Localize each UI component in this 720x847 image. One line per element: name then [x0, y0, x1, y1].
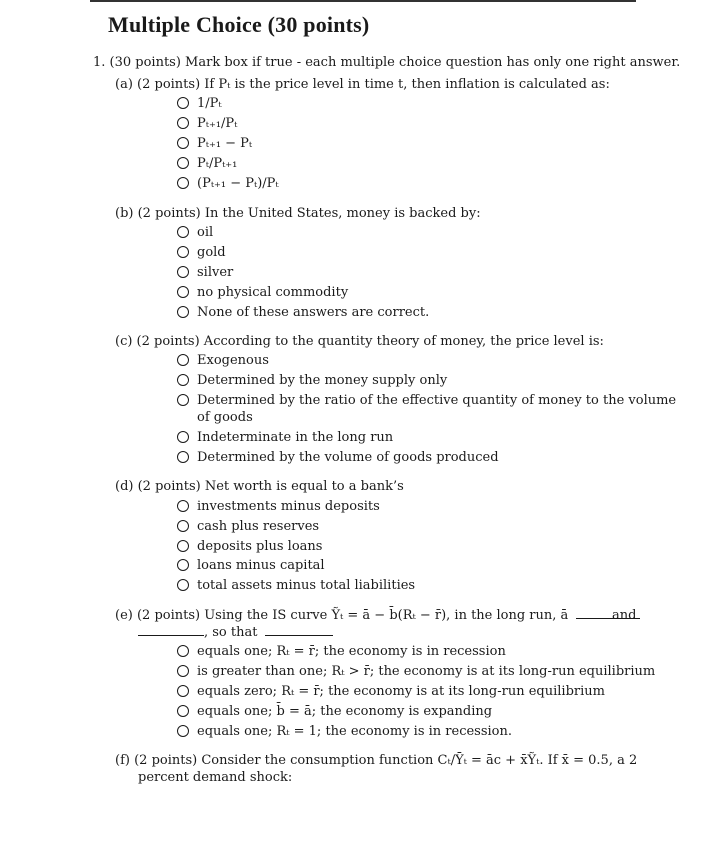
radio-circle-icon[interactable]	[177, 117, 189, 129]
top-rule	[90, 0, 636, 2]
radio-circle-icon[interactable]	[177, 97, 189, 109]
question-e-stem-text: (e) (2 points) Using the IS curve Ỹₜ = ā − b̄(Rₜ − r̄), in the long run, ā	[115, 608, 569, 623]
radio-circle-icon[interactable]	[177, 394, 189, 406]
question-d-stem: (d) (2 points) Net worth is equal to a bank’s	[115, 479, 404, 494]
radio-circle-icon[interactable]	[177, 579, 189, 591]
question-c-option-3-continued: of goods	[197, 410, 253, 425]
question-intro: 1. (30 points) Mark box if true - each multiple choice question has only one right answer.	[93, 55, 681, 70]
radio-circle-icon[interactable]	[177, 540, 189, 552]
radio-circle-icon[interactable]	[177, 685, 189, 697]
radio-circle-icon[interactable]	[177, 705, 189, 717]
question-e-stem-end: and	[612, 608, 637, 623]
radio-circle-icon[interactable]	[177, 374, 189, 386]
question-f-stem-line2: percent demand shock:	[138, 770, 293, 785]
answer-blank[interactable]	[265, 624, 333, 636]
radio-circle-icon[interactable]	[177, 520, 189, 532]
radio-circle-icon[interactable]	[177, 226, 189, 238]
radio-circle-icon[interactable]	[177, 354, 189, 366]
radio-circle-icon[interactable]	[177, 246, 189, 258]
question-b-stem: (b) (2 points) In the United States, money is backed by:	[115, 206, 481, 221]
radio-circle-icon[interactable]	[177, 665, 189, 677]
question-e-so-that: , so that	[204, 625, 258, 640]
question-e-stem	[115, 607, 640, 624]
answer-blank[interactable]	[138, 624, 204, 636]
radio-circle-icon[interactable]	[177, 306, 189, 318]
radio-circle-icon[interactable]	[177, 559, 189, 571]
question-c-stem: (c) (2 points) According to the quantity theory of money, the price level is:	[115, 334, 604, 349]
radio-circle-icon[interactable]	[177, 177, 189, 189]
radio-circle-icon[interactable]	[177, 451, 189, 463]
radio-circle-icon[interactable]	[177, 157, 189, 169]
radio-circle-icon[interactable]	[177, 645, 189, 657]
radio-circle-icon[interactable]	[177, 286, 189, 298]
question-e-stem-line2	[138, 624, 333, 641]
radio-circle-icon[interactable]	[177, 500, 189, 512]
page-title: Multiple Choice (30 points)	[108, 12, 370, 37]
radio-circle-icon[interactable]	[177, 266, 189, 278]
radio-circle-icon[interactable]	[177, 725, 189, 737]
question-a-stem: (a) (2 points) If Pₜ is the price level in time t, then inflation is calculated as:	[115, 77, 610, 92]
question-f-stem: (f) (2 points) Consider the consumption function Cₜ/Ȳₜ = āc + x̄Ỹₜ. If x̄ = 0.5, a 2	[115, 753, 638, 768]
radio-circle-icon[interactable]	[177, 137, 189, 149]
radio-circle-icon[interactable]	[177, 431, 189, 443]
